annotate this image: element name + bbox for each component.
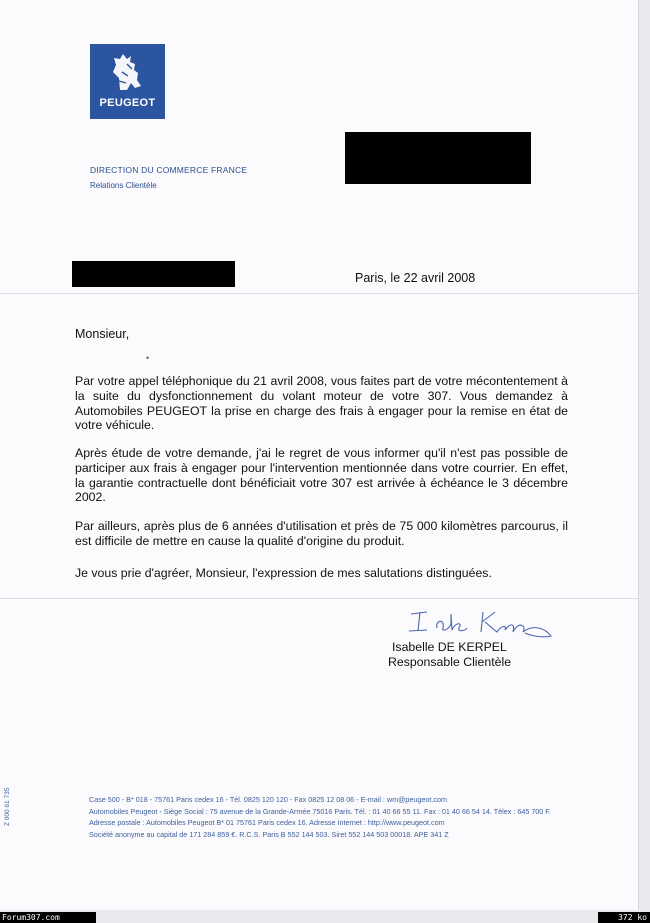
paragraph-4: Je vous prie d'agréer, Monsieur, l'expression de mes salutations distinguées.: [75, 566, 492, 580]
redacted-reference: [72, 261, 235, 287]
letter-date: Paris, le 22 avril 2008: [355, 271, 476, 285]
footer-line: Adresse postale : Automobiles Peugeot B* 01 75761 Paris cedex 16. Adresse Internet : http://www.peugeot.com: [89, 818, 445, 827]
form-code: Z 000 61 735: [4, 787, 11, 826]
redacted-address: [345, 132, 531, 184]
greeting: Monsieur,: [75, 327, 130, 341]
signatory-name: Isabelle DE KERPEL: [392, 640, 507, 654]
department-name: DIRECTION DU COMMERCE FRANCE: [90, 165, 248, 175]
fold-line: [0, 293, 638, 294]
paper-speck: •: [146, 353, 150, 363]
watermark-site: Forum307.com: [0, 912, 96, 923]
paragraph-3: Par ailleurs, après plus de 6 années d'utilisation et près de 75 000 kilomètres parcourus, il est difficile de mettre en cause la qualité d'origine du produit.: [75, 519, 568, 548]
lion-icon: [107, 50, 149, 96]
logo-brand-text: PEUGEOT: [99, 97, 156, 109]
peugeot-logo: [90, 44, 165, 119]
signatory-title: Responsable Clientèle: [388, 655, 512, 669]
footer-line: Société anonyme au capital de 171 284 859 €. R.C.S. Paris B 552 144 503. Siret 552 144 503 00018. APE 341 Z: [89, 829, 449, 839]
service-name: Relations Clientèle: [90, 181, 157, 190]
footer-line: Case 500 - B* 018 - 75761 Paris cedex 16 - Tél. 0825 120 120 - Fax 0825 12 08 06 - E-mail : wm@peugeot.com: [89, 795, 447, 804]
letter-footer: [89, 794, 589, 840]
paragraph-2: Après étude de votre demande, j'ai le regret de vous informer qu'il n'est pas possible de participer aux frais à engager pour l'intervention mentionnée dans votre courrier. En effet, la garantie contractuelle dont bénéficiait votre 307 est arrivée à échéance le 3 décembre 2002.: [75, 446, 568, 505]
paragraph-1: Par votre appel téléphonique du 21 avril 2008, vous faites part de votre mécontentement à la suite du dysfonctionnement du volant moteur de votre 307. Vous demandez à Automobiles PEUGEOT la prise en charge des frais à engager pour la remise en état de votre véhicule.: [75, 374, 568, 433]
file-size-label: 372 ko: [598, 912, 650, 923]
fold-line: [0, 598, 638, 599]
handwritten-signature: [405, 606, 555, 642]
footer-line: Automobiles Peugeot - Siège Social : 75 avenue de la Grande-Armée 75016 Paris. Tél. : 01 40 66 55 11. Fax : 01 40 66 54 14. Télex : 645 700 F.: [89, 806, 551, 816]
